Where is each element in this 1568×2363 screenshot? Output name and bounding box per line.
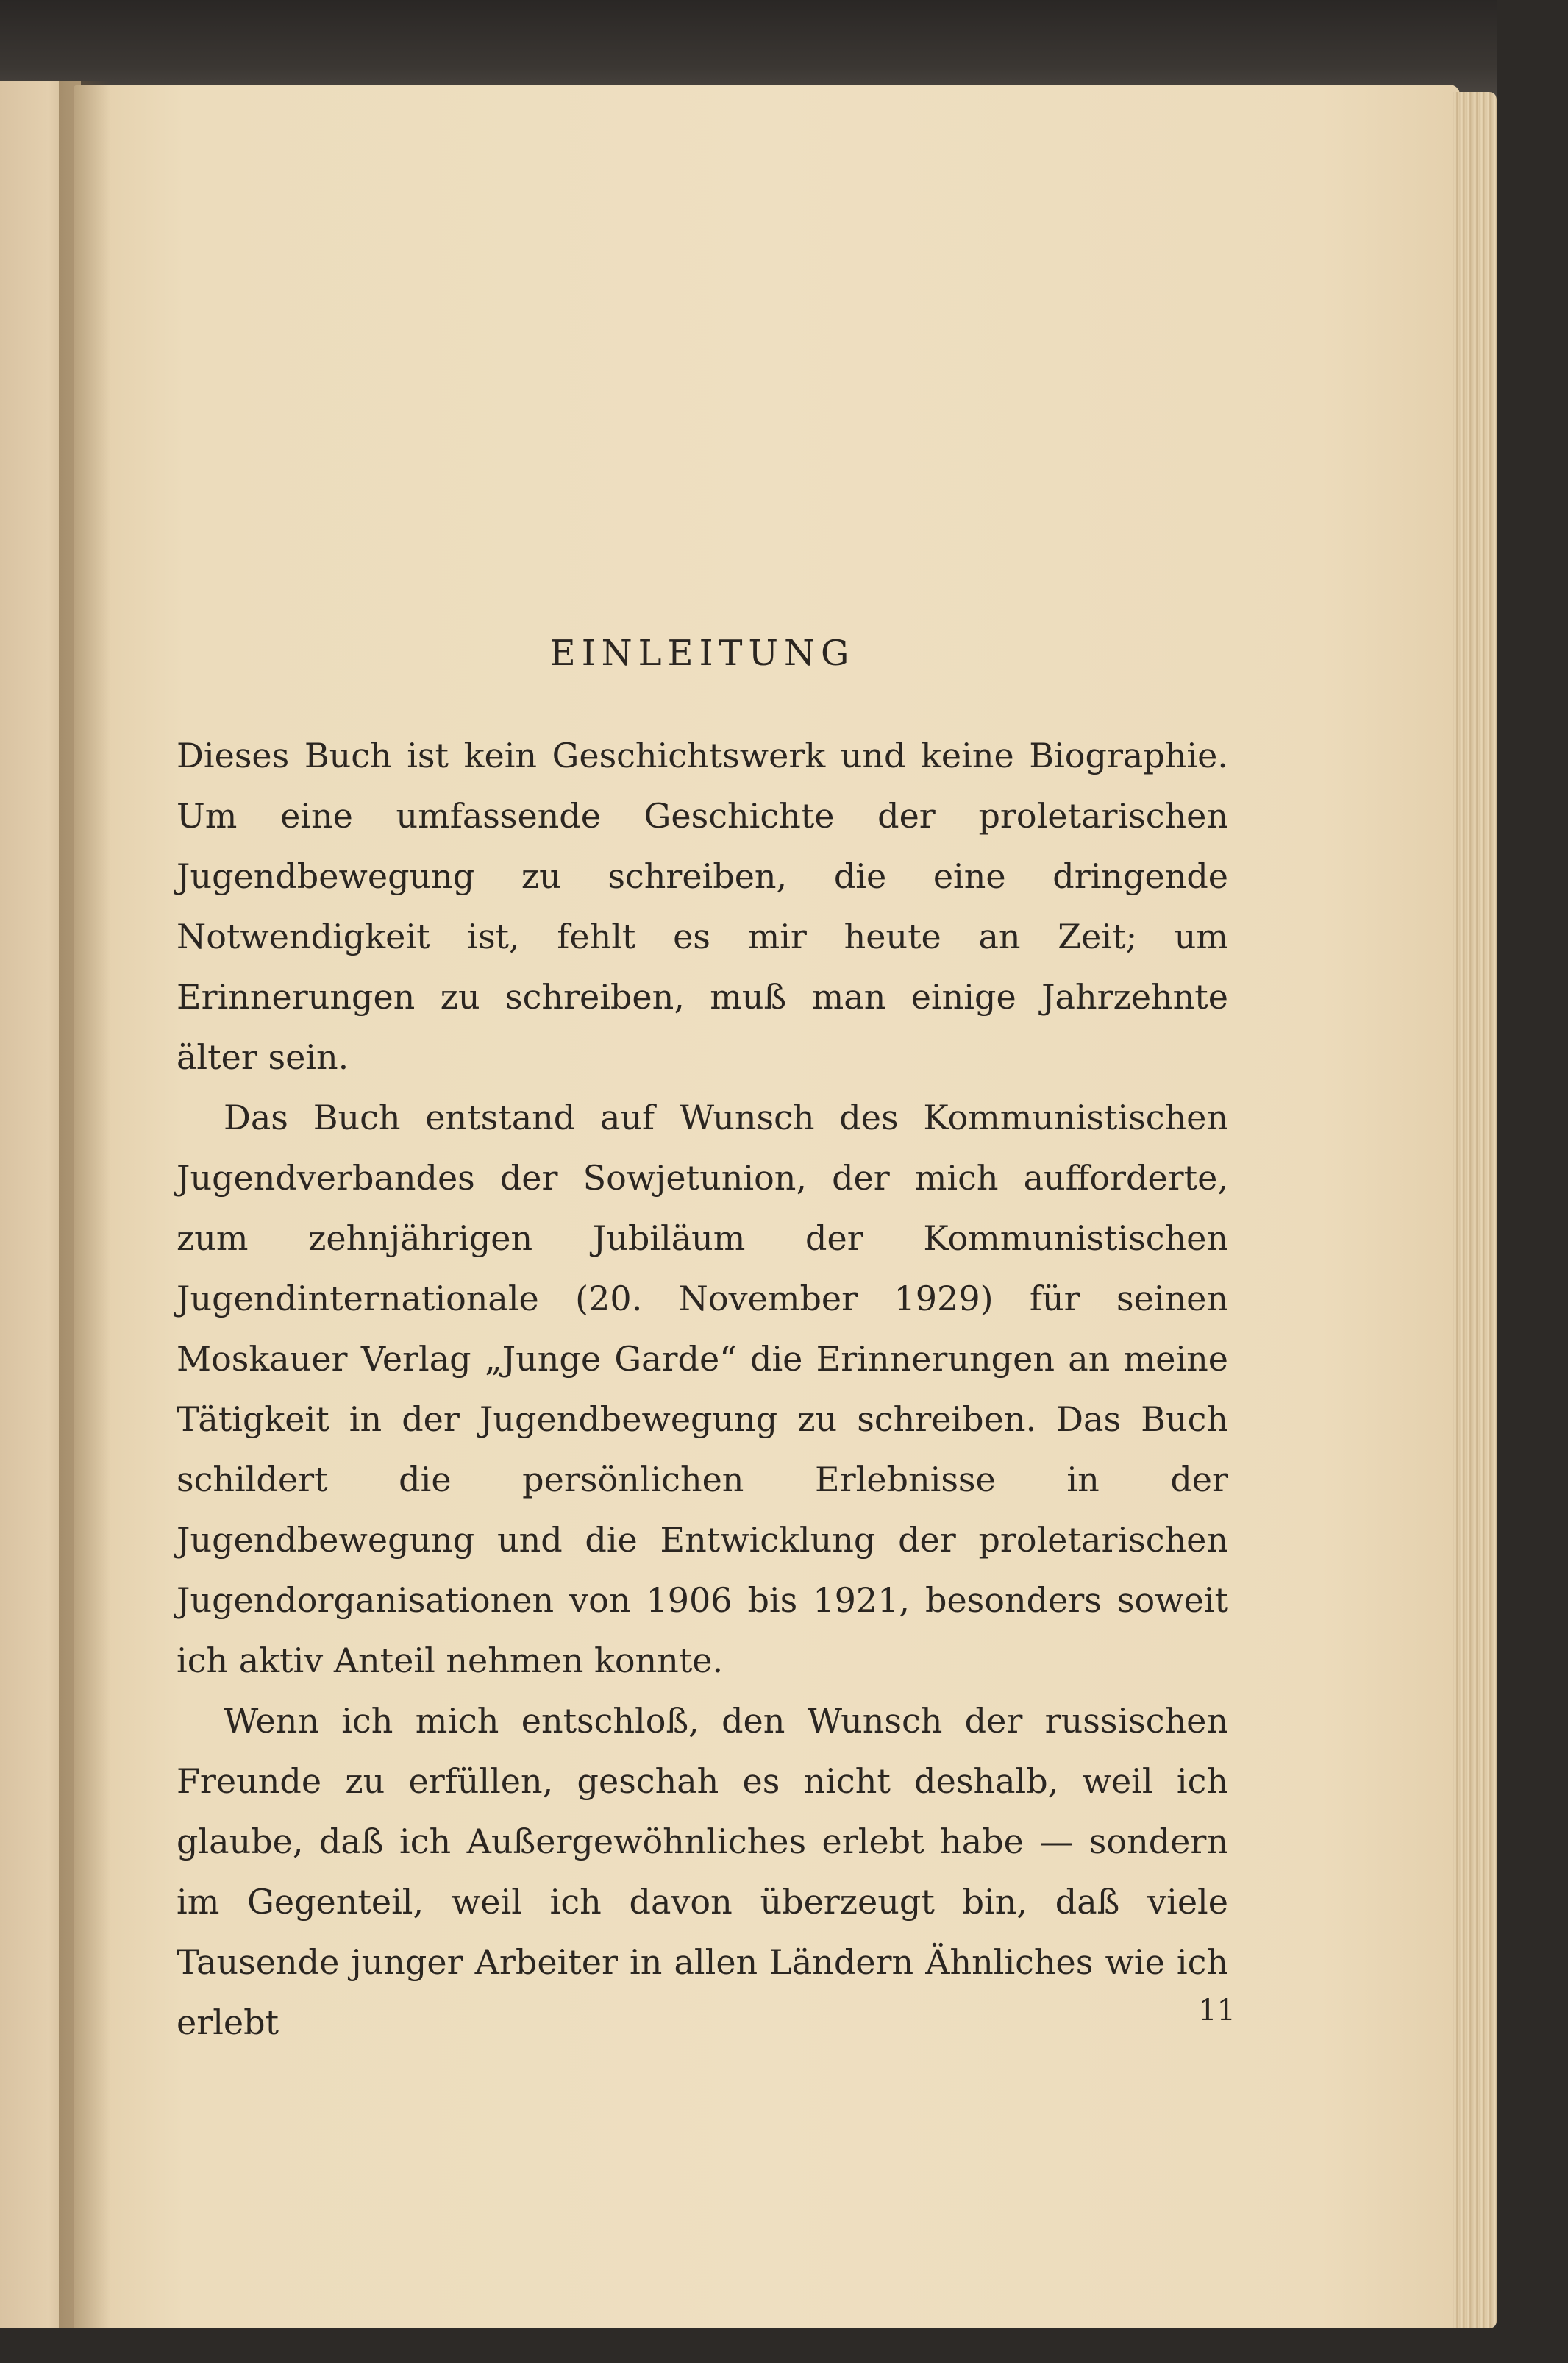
- paragraph-3: Wenn ich mich entschloß, den Wunsch der russischen Freunde zu erfüllen, geschah es nicht deshalb, weil ich glaube, daß ich Außergewöhnliches erlebt habe — sondern im Gegenteil, weil ich davon überzeugt bin, daß viele Tausende junger Arbeiter in allen Ländern Ähnliches wie ich erlebt: [177, 1701, 1228, 2042]
- gutter-shadow: [59, 81, 110, 2332]
- body-text-block: [177, 633, 1228, 2053]
- background-right: [1497, 0, 1568, 2363]
- paragraph-1: Dieses Buch ist kein Geschichtswerk und keine Biographie. Um eine umfassende Geschichte der proletarischen Jugendbewegung zu schreiben, die eine dringende Notwendigkeit ist, fehlt es mir heute an Zeit; um Erinnerungen zu schreiben, muß man einige Jahrzehnte älter sein.: [177, 736, 1228, 1077]
- background-bottom: [0, 2328, 1568, 2363]
- page-edges: [1453, 92, 1497, 2328]
- chapter-title: EINLEITUNG: [549, 633, 855, 674]
- page-number: 11: [1198, 1994, 1236, 2028]
- paragraph-2: Das Buch entstand auf Wunsch des Kommunistischen Jugendverbandes der Sowjetunion, der mich aufforderte, zum zehnjährigen Jubiläum der Kommunistischen Jugendinternationale (20. November 1929) für seinen Moskauer Verlag „Junge Garde“ die Erinnerungen an meine Tätigkeit in der Jugendbewegung zu schreiben. Das Buch schildert die persönlichen Erlebnisse in der Jugendbewegung und die Entwicklung der proletarischen Jugendorganisationen von 1906 bis 1921, besonders soweit ich aktiv Anteil nehmen konnte.: [177, 1098, 1228, 1680]
- book-top-edge: [0, 0, 1568, 96]
